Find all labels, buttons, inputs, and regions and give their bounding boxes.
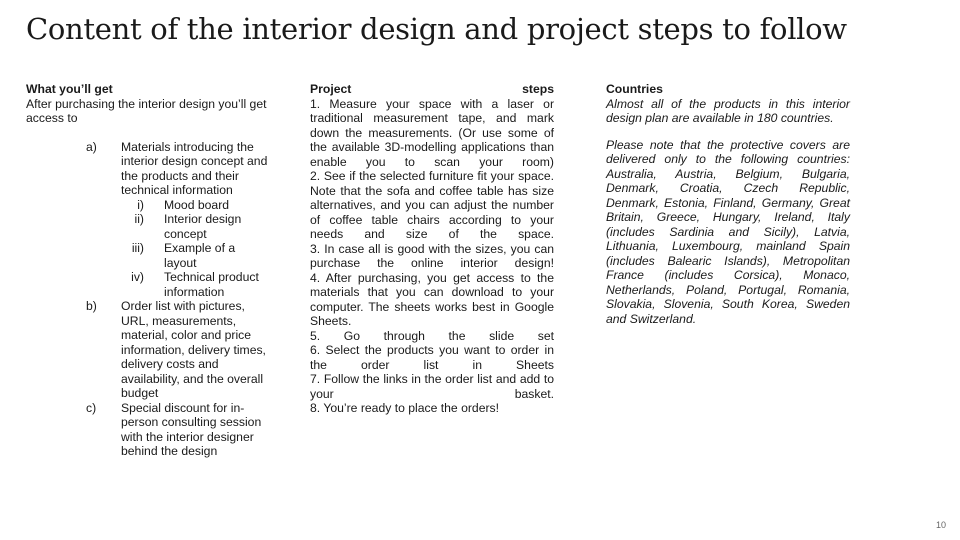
list-item	[26, 299, 271, 401]
sub-list-text: Example of a layout	[164, 241, 236, 270]
project-steps-heading	[310, 82, 554, 97]
sub-list-item	[121, 270, 271, 299]
countries-paragraph: Almost all of the products in this interior design plan are available in 180 countries.	[606, 96, 850, 125]
list-marker: c)	[86, 400, 97, 415]
sub-list	[121, 198, 271, 300]
step-text: 3. In case all is good with the sizes, you can purchase the online interior design!	[310, 241, 554, 270]
heading-word: steps	[522, 82, 554, 96]
step-text: 7. Follow the links in the order list and add to your basket.	[310, 372, 554, 401]
heading-word: Project	[310, 82, 352, 96]
step-text: 6. Select the products you want to order in the order list in Sheets	[310, 343, 554, 372]
step-text: 5. Go through the slide set	[310, 328, 554, 343]
sub-list-item	[121, 198, 271, 213]
step-text: 4. After purchasing, you get access to the materials that you can download to your computer. The sheets works best in Google Sheets.	[310, 270, 554, 328]
step-text: 8. You’re ready to place the orders!	[310, 401, 500, 415]
slide-title: Content of the interior design and project steps to follow	[26, 12, 847, 46]
what-you-get-intro: After purchasing the interior design you’ll get access to	[26, 96, 267, 125]
sub-list-text: Technical product information	[164, 270, 259, 299]
sub-list-text: Mood board	[164, 197, 230, 212]
list-item-text: Materials introducing the interior design concept and the products and their technical information	[121, 139, 268, 197]
what-you-get-heading: What you’ll get	[26, 82, 113, 96]
sub-list-marker: iii)	[131, 241, 144, 255]
sub-list-item	[121, 212, 271, 241]
sub-list-item	[121, 241, 271, 270]
list-item-text: Special discount for in-person consulting session with the interior designer behind the design	[121, 400, 262, 458]
step-text: 1. Measure your space with a laser or traditional measurement tape, and mark down the measurements. (Or use some of the available 3D-modelling applications than enable you to scan your room)	[310, 96, 554, 169]
sub-list-marker: i)	[137, 197, 144, 212]
project-steps-column	[310, 82, 554, 416]
deliverables-list	[26, 140, 271, 459]
countries-paragraph: Please note that the protective covers are delivered only to the following countries: Australia, Austria, Belgium, Bulgaria, Denmark, Croatia, Czech Republic, Denmark, Estonia, Finland, Germany, Great Britain, Greece, Hungary, Ireland, Italy (includes Sardinia and Sicily), Latvia, Lithuania, Luxembourg, mainland Spain (includes Balearic Islands), Metropolitan France (includes Corsica), Monaco, Netherlands, Poland, Portugal, Romania, Slovakia, Slovenia, South Korea, Sweden and Switzerland.	[606, 137, 850, 326]
step-text: 2. See if the selected furniture fit your space. Note that the sofa and coffee table has size alternatives, and you can adjust the number of coffee table chairs according to your needs and size of the space.	[310, 169, 554, 241]
list-marker: b)	[86, 299, 97, 313]
list-item	[26, 140, 271, 300]
sub-list-marker: iv)	[131, 270, 144, 284]
sub-list-marker: ii)	[134, 212, 144, 226]
countries-column	[606, 82, 850, 326]
what-you-get-column	[26, 82, 271, 459]
list-marker: a)	[86, 139, 97, 154]
list-item-text: Order list with pictures, URL, measurements, material, color and price information, delivery times, delivery costs and availability, and the overall budget	[121, 299, 266, 400]
countries-heading: Countries	[606, 82, 663, 96]
list-item	[26, 401, 271, 459]
paragraph-spacer	[606, 126, 850, 138]
page-number: 10	[935, 520, 946, 530]
sub-list-text: Interior design concept	[164, 212, 242, 241]
